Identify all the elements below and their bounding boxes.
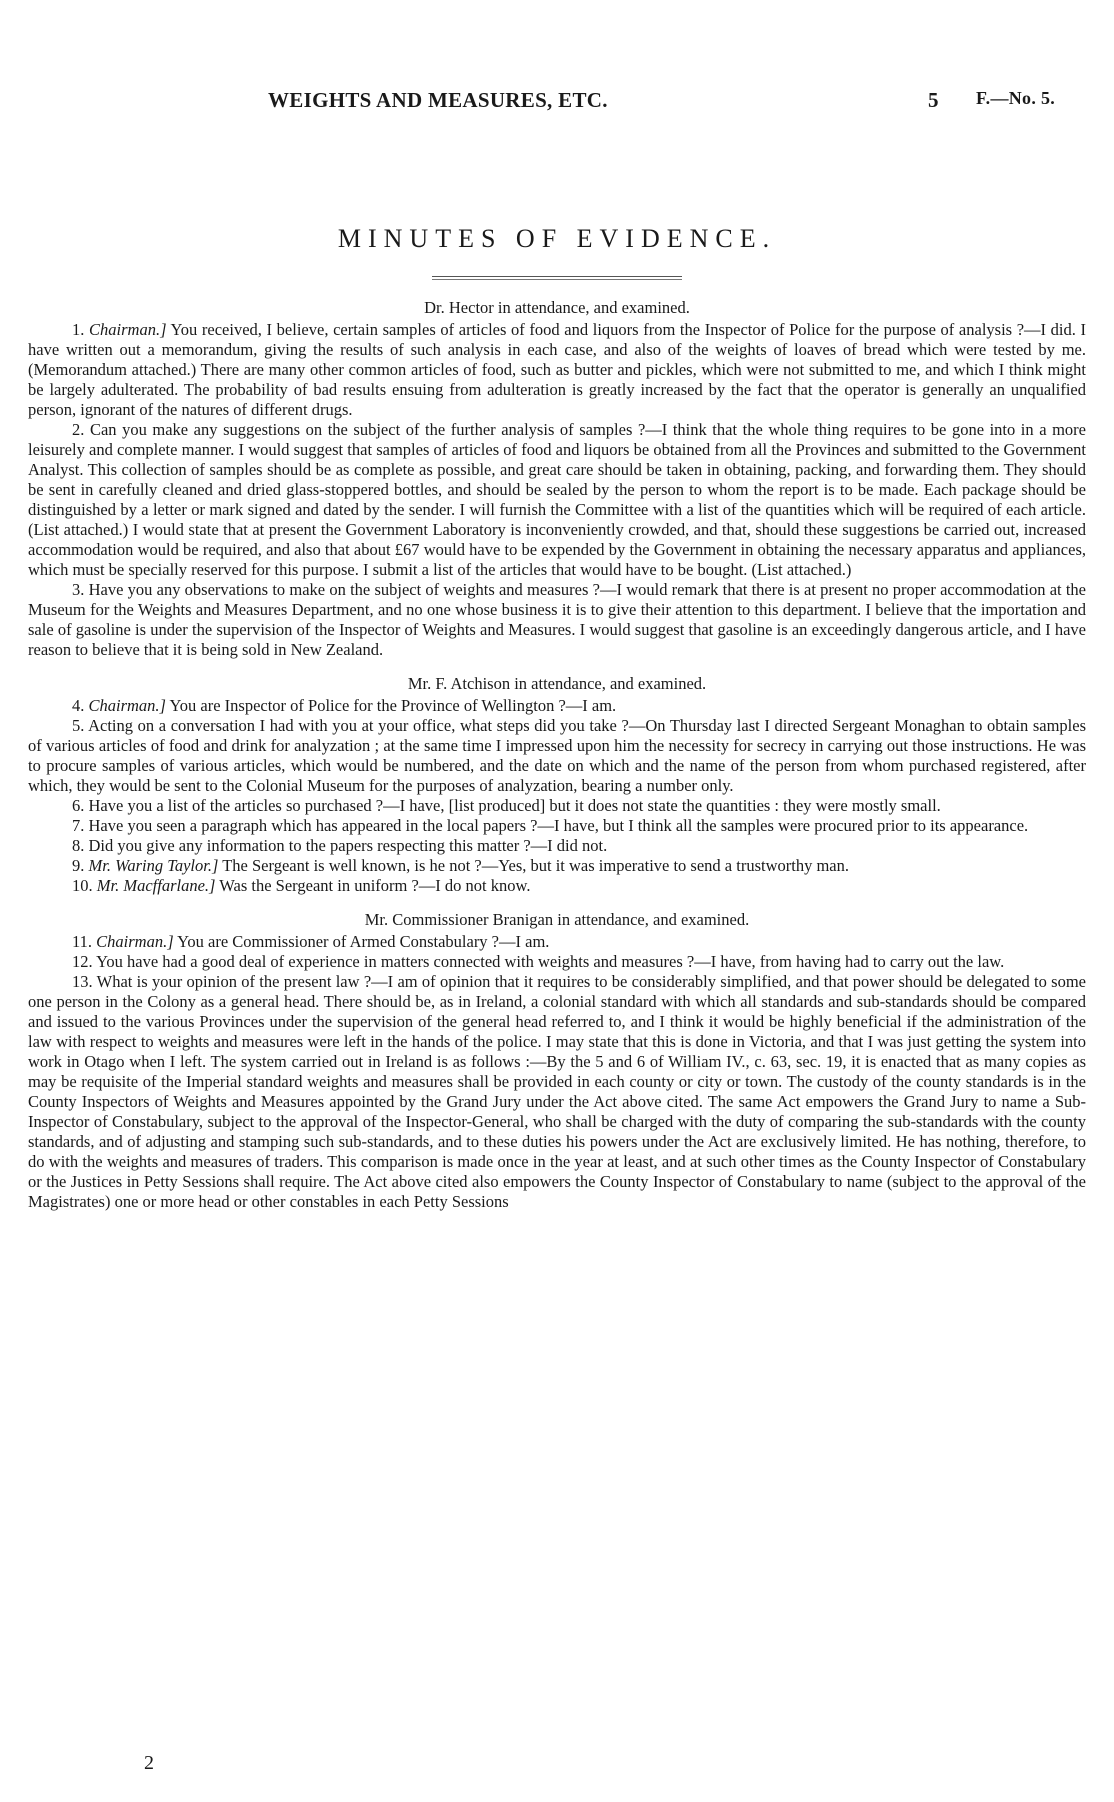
question-number: 7.: [72, 816, 85, 835]
question-paragraph: [28, 932, 1086, 952]
question-paragraph: [28, 972, 1086, 1212]
question-text: The Sergeant is well known, is he not ?—Yes, but it was imperative to send a trustworthy man.: [218, 856, 849, 875]
question-paragraph: [28, 796, 1086, 816]
question-paragraph: [28, 816, 1086, 836]
question-text: You are Inspector of Police for the Province of Wellington ?—I am.: [165, 696, 617, 715]
question-text: Was the Sergeant in uniform ?—I do not know.: [215, 876, 531, 895]
speaker-label: Mr. Waring Taylor.]: [88, 856, 219, 875]
question-number: 12.: [72, 952, 93, 971]
question-number: 3.: [72, 580, 85, 599]
section-branigan: [28, 910, 1086, 1212]
signature-mark: 2: [144, 1752, 154, 1774]
question-number: 8.: [72, 836, 85, 855]
speaker-label: Chairman.]: [96, 932, 174, 951]
section-heading: Mr. F. Atchison in attendance, and examined.: [407, 674, 707, 693]
question-paragraph: [28, 696, 1086, 716]
question-number: 13.: [72, 972, 93, 991]
question-text: Have you seen a paragraph which has appeared in the local papers ?—I have, but I think all the samples were procured prior to its appearance.: [84, 816, 1029, 835]
question-paragraph: [28, 420, 1086, 580]
question-number: 6.: [72, 796, 85, 815]
question-text: Have you any observations to make on the subject of weights and measures ?—I would remark that there is at present no proper accommodation at the Museum for the Weights and Measures Department, and no one whose business it is to give their attention to this department. I believe that the importation and sale of gasoline is under the supervision of the Inspector of Weights and Measures. I would suggest that gasoline is an exceedingly dangerous article, and I have reason to believe that it is being sold in New Zealand.: [28, 580, 1086, 659]
section-heading: Dr. Hector in attendance, and examined.: [424, 298, 690, 317]
section-hector: [28, 298, 1086, 660]
question-text: You have had a good deal of experience in matters connected with weights and measures ?—I have, from having had to carry out the law.: [92, 952, 1005, 971]
question-number: 1.: [72, 320, 85, 339]
section-atchison: [28, 674, 1086, 896]
question-paragraph: [28, 876, 1086, 896]
running-title: WEIGHTS AND MEASURES, ETC.: [268, 88, 608, 112]
question-paragraph: [28, 320, 1086, 420]
page-number: 5: [928, 88, 939, 112]
question-text: Can you make any suggestions on the subject of the further analysis of samples ?—I think that the whole thing requires to be gone into in a more leisurely and complete manner. I would suggest that samples of articles of food and liquors be obtained from all the Provinces and submitted to the Government Analyst. This collection of samples should be as complete as possible, and great care should be taken in obtaining, packing, and forwarding them. They should be sent in carefully cleaned and dried glass-stoppered bottles, and should be sealed by the person to whom the report is to be made. Each package should be distinguished by a letter or mark signed and dated by the sender. I will furnish the Committee with a list of the quantities which will be required of each article. (List attached.) I would state that at present the Government Laboratory is inconveniently crowded, and that, should these suggestions be carried out, increased accommodation would be required, and also that about £67 would have to be expended by the Government in obtaining the necessary apparatus and appliances, which must be specially reserved for this purpose. I submit a list of the articles that would have to be bought. (List attached.): [28, 420, 1086, 579]
question-text: Acting on a conversation I had with you at your office, what steps did you take ?—On Thursday last I directed Sergeant Monaghan to obtain samples of various articles of food and drink for analyzation ; at the same time I impressed upon him the necessity for secrecy in carrying out those instructions. He was to procure samples of various articles, which would be numbered, and the date on which and the name of the person from whom purchased registered, after which, they would be sent to the Colonial Museum for the purposes of analyzation, bearing a number only.: [28, 716, 1086, 795]
question-text: You are Commissioner of Armed Constabulary ?—I am.: [173, 932, 550, 951]
question-paragraph: [28, 716, 1086, 796]
question-number: 4.: [72, 696, 85, 715]
question-number: 9.: [72, 856, 85, 875]
question-number: 11.: [72, 932, 93, 951]
speaker-label: Chairman.]: [89, 320, 167, 339]
title-rule: [432, 276, 682, 280]
page-title: MINUTES OF EVIDENCE.: [337, 224, 777, 253]
evidence-body: [28, 298, 1086, 1226]
question-text: Have you a list of the articles so purchased ?—I have, [list produced] but it does not state the quantities : they were mostly small.: [84, 796, 941, 815]
question-paragraph: [28, 836, 1086, 856]
question-text: Did you give any information to the papers respecting this matter ?—I did not.: [84, 836, 608, 855]
document-reference: F.—No. 5.: [976, 88, 1056, 108]
speaker-label: Chairman.]: [88, 696, 166, 715]
section-heading: Mr. Commissioner Branigan in attendance, and examined.: [364, 910, 750, 929]
question-text: You received, I believe, certain samples of articles of food and liquors from the Inspector of Police for the purpose of analysis ?—I did. I have written out a memorandum, giving the results of such analysis in each case, and also of the weights of loaves of bread which were tested by me. (Memorandum attached.) There are many other common articles of food, such as butter and pickles, which were not submitted to me, and which I think might be largely adulterated. The probability of bad results ensuing from adulteration is greatly increased by the fact that the operator is generally an unqualified person, ignorant of the natures of different drugs.: [28, 320, 1087, 419]
question-paragraph: [28, 952, 1086, 972]
running-header: [28, 88, 1086, 118]
question-paragraph: [28, 856, 1086, 876]
question-number: 10.: [72, 876, 93, 895]
question-text: What is your opinion of the present law ?—I am of opinion that it requires to be considerably simplified, and that power should be delegated to some one person in the Colony as a general head. There should be, as in Ireland, a colonial standard with which all standards and sub-standards should be compared and issued to the various Provinces under the supervision of the general head referred to, and I think it would be highly beneficial if the administration of the law with respect to weights and measures were left in the hands of the police. I may state that this is done in Victoria, and that I was just getting the system into work in Otago when I left. The system carried out in Ireland is as follows :—By the 5 and 6 of William IV., c. 63, sec. 19, it is enacted that as many copies as may be requisite of the Imperial standard weights and measures shall be provided in each county or city or town. The custody of the county standards is in the County Inspectors of Weights and Measures appointed by the Grand Jury under the Act above cited. The same Act empowers the Grand Jury to name a Sub-Inspector of Constabulary, subject to the approval of the Inspector-General, who shall be charged with the duty of comparing the sub-standards with the county standards, and of adjusting and stamping such sub-standards, and to these duties his powers under the Act are exclusively limited. He has nothing, therefore, to do with the weights and measures of traders. This comparison is made once in the year at least, and at such other times as the County Inspector of Constabulary or the Justices in Petty Sessions shall require. The Act above cited also empowers the County Inspector of Constabulary to name (subject to the approval of the Magistrates) one or more head or other constables in each Petty Sessions: [28, 972, 1086, 1211]
question-number: 2.: [72, 420, 85, 439]
question-paragraph: [28, 580, 1086, 660]
question-number: 5.: [72, 716, 85, 735]
speaker-label: Mr. Macffarlane.]: [96, 876, 216, 895]
